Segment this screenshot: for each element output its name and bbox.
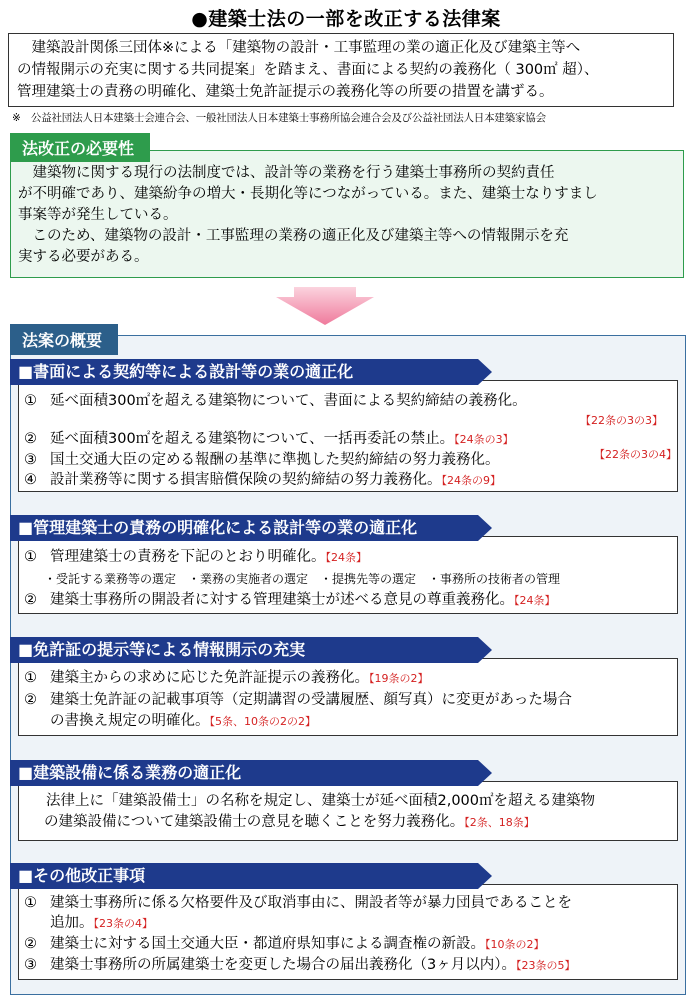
article-reference: 【22条の3の3】 bbox=[580, 414, 663, 427]
list-item: ② 建築士免許証の記載事項等（定期講習の受講履歴、顔写真）に変更があった場合 bbox=[24, 692, 572, 708]
list-item: ② 建築士事務所の開設者に対する管理建築士が述べる意見の尊重義務化。【24条】 bbox=[24, 592, 556, 608]
list-item: の書換え規定の明確化。【5条、10条の2の2】 bbox=[50, 713, 316, 729]
intro-line: 建築設計関係三団体※による「建築物の設計・工事監理の業の適正化及び建築主等へ bbox=[17, 40, 581, 56]
list-item: ① 建築士事務所に係る欠格要件及び取消事由に、開設者等が暴力団員であることを bbox=[24, 895, 572, 911]
need-para-line: が不明確であり、建築紛争の増大・長期化等につながっている。また、建築士なりすまし bbox=[18, 186, 598, 202]
section-heading-other: ■その他改正事項 bbox=[10, 863, 478, 889]
section-heading-manager: ■管理建築士の責務の明確化による設計等の業の適正化 bbox=[10, 515, 478, 541]
list-item: 追加。【23条の4】 bbox=[50, 915, 153, 931]
list-item: ④ 設計業務等に関する損害賠償保険の契約締結の努力義務化。【24条の9】 bbox=[24, 472, 501, 488]
article-reference: 【22条の3の4】 bbox=[594, 448, 677, 461]
overview-section-label: 法案の概要 bbox=[10, 324, 118, 355]
list-item: ② 延べ面積300㎡を超える建築物について、一括再委託の禁止。【24条の3】 bbox=[24, 431, 514, 447]
list-item: ① 管理建築士の責務を下記のとおり明確化。【24条】 bbox=[24, 549, 367, 565]
section-heading-equipment: ■建築設備に係る業務の適正化 bbox=[10, 760, 478, 786]
section-heading-license: ■免許証の提示等による情報開示の充実 bbox=[10, 637, 478, 663]
intro-box bbox=[8, 33, 674, 107]
down-arrow-icon bbox=[276, 287, 374, 325]
list-item: ③ 建築士事務所の所属建築士を変更した場合の届出義務化（3ヶ月以内）。【23条の5】 bbox=[24, 957, 576, 973]
list-item: ① 建築主からの求めに応じた免許証提示の義務化。【19条の2】 bbox=[24, 670, 429, 686]
need-para-line: 建築物に関する現行の法制度では、設計等の業務を行う建築士事務所の契約責任 bbox=[32, 165, 555, 181]
list-item: ② 建築士に対する国土交通大臣・都道府県知事による調査権の新設。【10条の2】 bbox=[24, 936, 545, 952]
list-item: 法律上に「建築設備士」の名称を規定し、建築士が延べ面積2,000㎡を超える建築物 bbox=[46, 793, 596, 809]
intro-line: 管理建築士の責務の明確化、建築士免許証提示の義務化等の所要の措置を講ずる。 bbox=[17, 84, 554, 100]
list-item: ① 延べ面積300㎡を超える建築物について、書面による契約締結の義務化。 bbox=[24, 393, 527, 409]
list-item: の建築設備について建築設備士の意見を聴くことを努力義務化。【2条、18条】 bbox=[44, 814, 535, 830]
need-section-text bbox=[18, 163, 678, 268]
need-section-label: 法改正の必要性 bbox=[10, 133, 150, 162]
duties-list: ・受託する業務等の選定 ・業務の実施者の選定 ・提携先等の選定 ・事務所の技術者の管理 bbox=[44, 572, 561, 586]
intro-line: の情報開示の充実に関する共同提案」を踏まえ、書面による契約の義務化（ 300㎡ 超）、 bbox=[17, 62, 599, 78]
footnote: ※ 公益社団法人日本建築士会連合会、一般社団法人日本建築士事務所協会連合会及び公益社団法人日本建築家協会 bbox=[12, 112, 546, 124]
section-heading-contract: ■書面による契約等による設計等の業の適正化 bbox=[10, 359, 478, 385]
need-para-line: 実する必要がある。 bbox=[18, 249, 149, 265]
need-para-line: このため、建築物の設計・工事監理の業務の適正化及び建築主等への情報開示を充 bbox=[32, 228, 569, 244]
document-title: ●建築士法の一部を改正する法律案 bbox=[191, 8, 501, 30]
list-item: ③ 国土交通大臣の定める報酬の基準に準拠した契約締結の努力義務化。 bbox=[24, 452, 500, 468]
need-para-line: 事案等が発生している。 bbox=[18, 207, 178, 223]
